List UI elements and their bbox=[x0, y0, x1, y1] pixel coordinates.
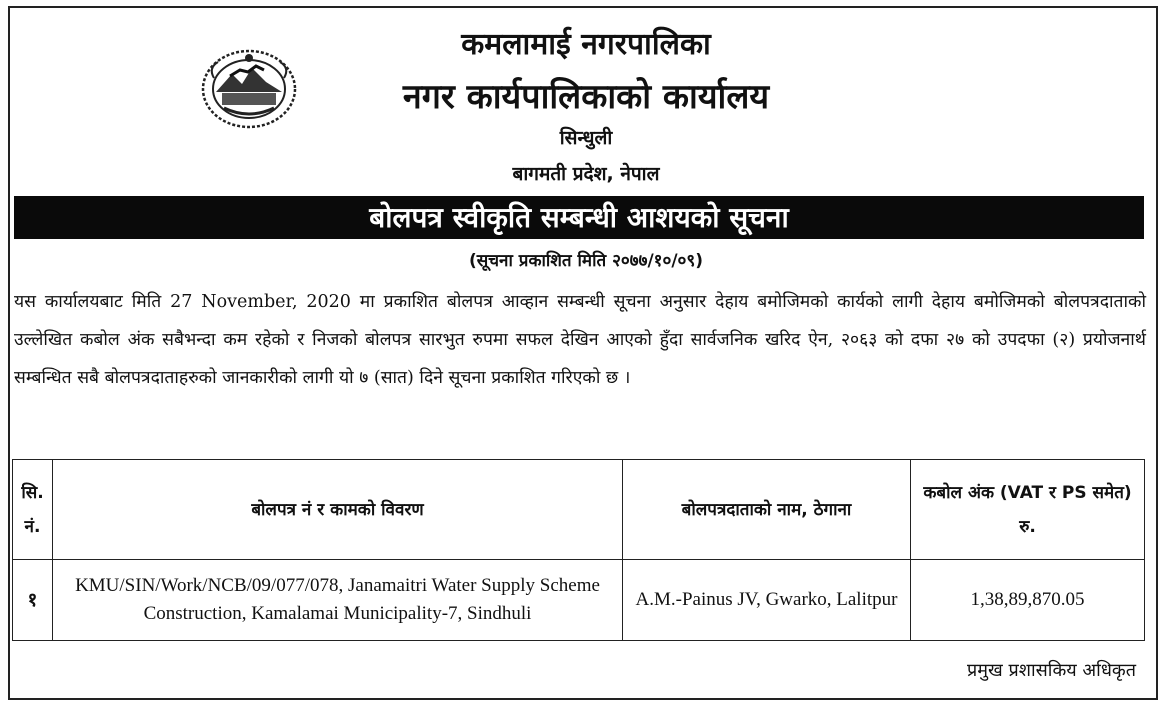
province-name: बागमती प्रदेश, नेपाल bbox=[512, 163, 660, 185]
bid-table bbox=[12, 459, 1145, 641]
district-name: सिन्धुली bbox=[559, 127, 613, 149]
header-description: बोलपत्र नं र कामको विवरण bbox=[53, 460, 623, 560]
table-row bbox=[13, 560, 1145, 641]
table-header-row bbox=[13, 460, 1145, 560]
row-amount: 1,38,89,870.05 bbox=[911, 560, 1145, 641]
signatory-title: प्रमुख प्रशासकिय अधिकृत bbox=[967, 660, 1136, 681]
municipality-name: कमलामाई नगरपालिका bbox=[461, 27, 711, 62]
publication-date: (सूचना प्रकाशित मिति २०७७/१०/०९) bbox=[468, 251, 703, 271]
notice-title-banner: बोलपत्र स्वीकृति सम्बन्धी आशयको सूचना bbox=[14, 196, 1144, 239]
row-description: KMU/SIN/Work/NCB/09/077/078, Janamaitri Water Supply Scheme Construction, Kamalamai Municipality-7, Sindhuli bbox=[53, 560, 623, 641]
row-bidder: A.M.-Painus JV, Gwarko, Lalitpur bbox=[623, 560, 911, 641]
row-sn: १ bbox=[13, 560, 53, 641]
header-amount: कबोल अंक (VAT र PS समेत) रु. bbox=[911, 460, 1145, 560]
notice-body: यस कार्यालयबाट मिति 27 November, 2020 मा प्रकाशित बोलपत्र आव्हान सम्बन्धी सूचना अनुसार देहाय बमोजिमको कार्यको लागी देहाय बमोजिमको बोलपत्रदाताको उल्लेखित कबोल अंक सबैभन्दा कम रहेको र निजको बोलपत्र सारभुत रुपमा सफल देखिन आएको हुँदा सार्वजनिक खरिद ऐन, २०६३ को दफा २७ को उपदफा (२) प्रयोजनार्थ सम्बन्धित सबै बोलपत्रदाताहरुको जानकारीको लागी यो ७ (सात) दिने सूचना प्रकाशित गरिएको छ । bbox=[14, 292, 1146, 388]
header-sn: सि. नं. bbox=[13, 460, 53, 560]
office-name: नगर कार्यपालिकाको कार्यालय bbox=[402, 77, 770, 117]
header-bidder: बोलपत्रदाताको नाम, ठेगाना bbox=[623, 460, 911, 560]
